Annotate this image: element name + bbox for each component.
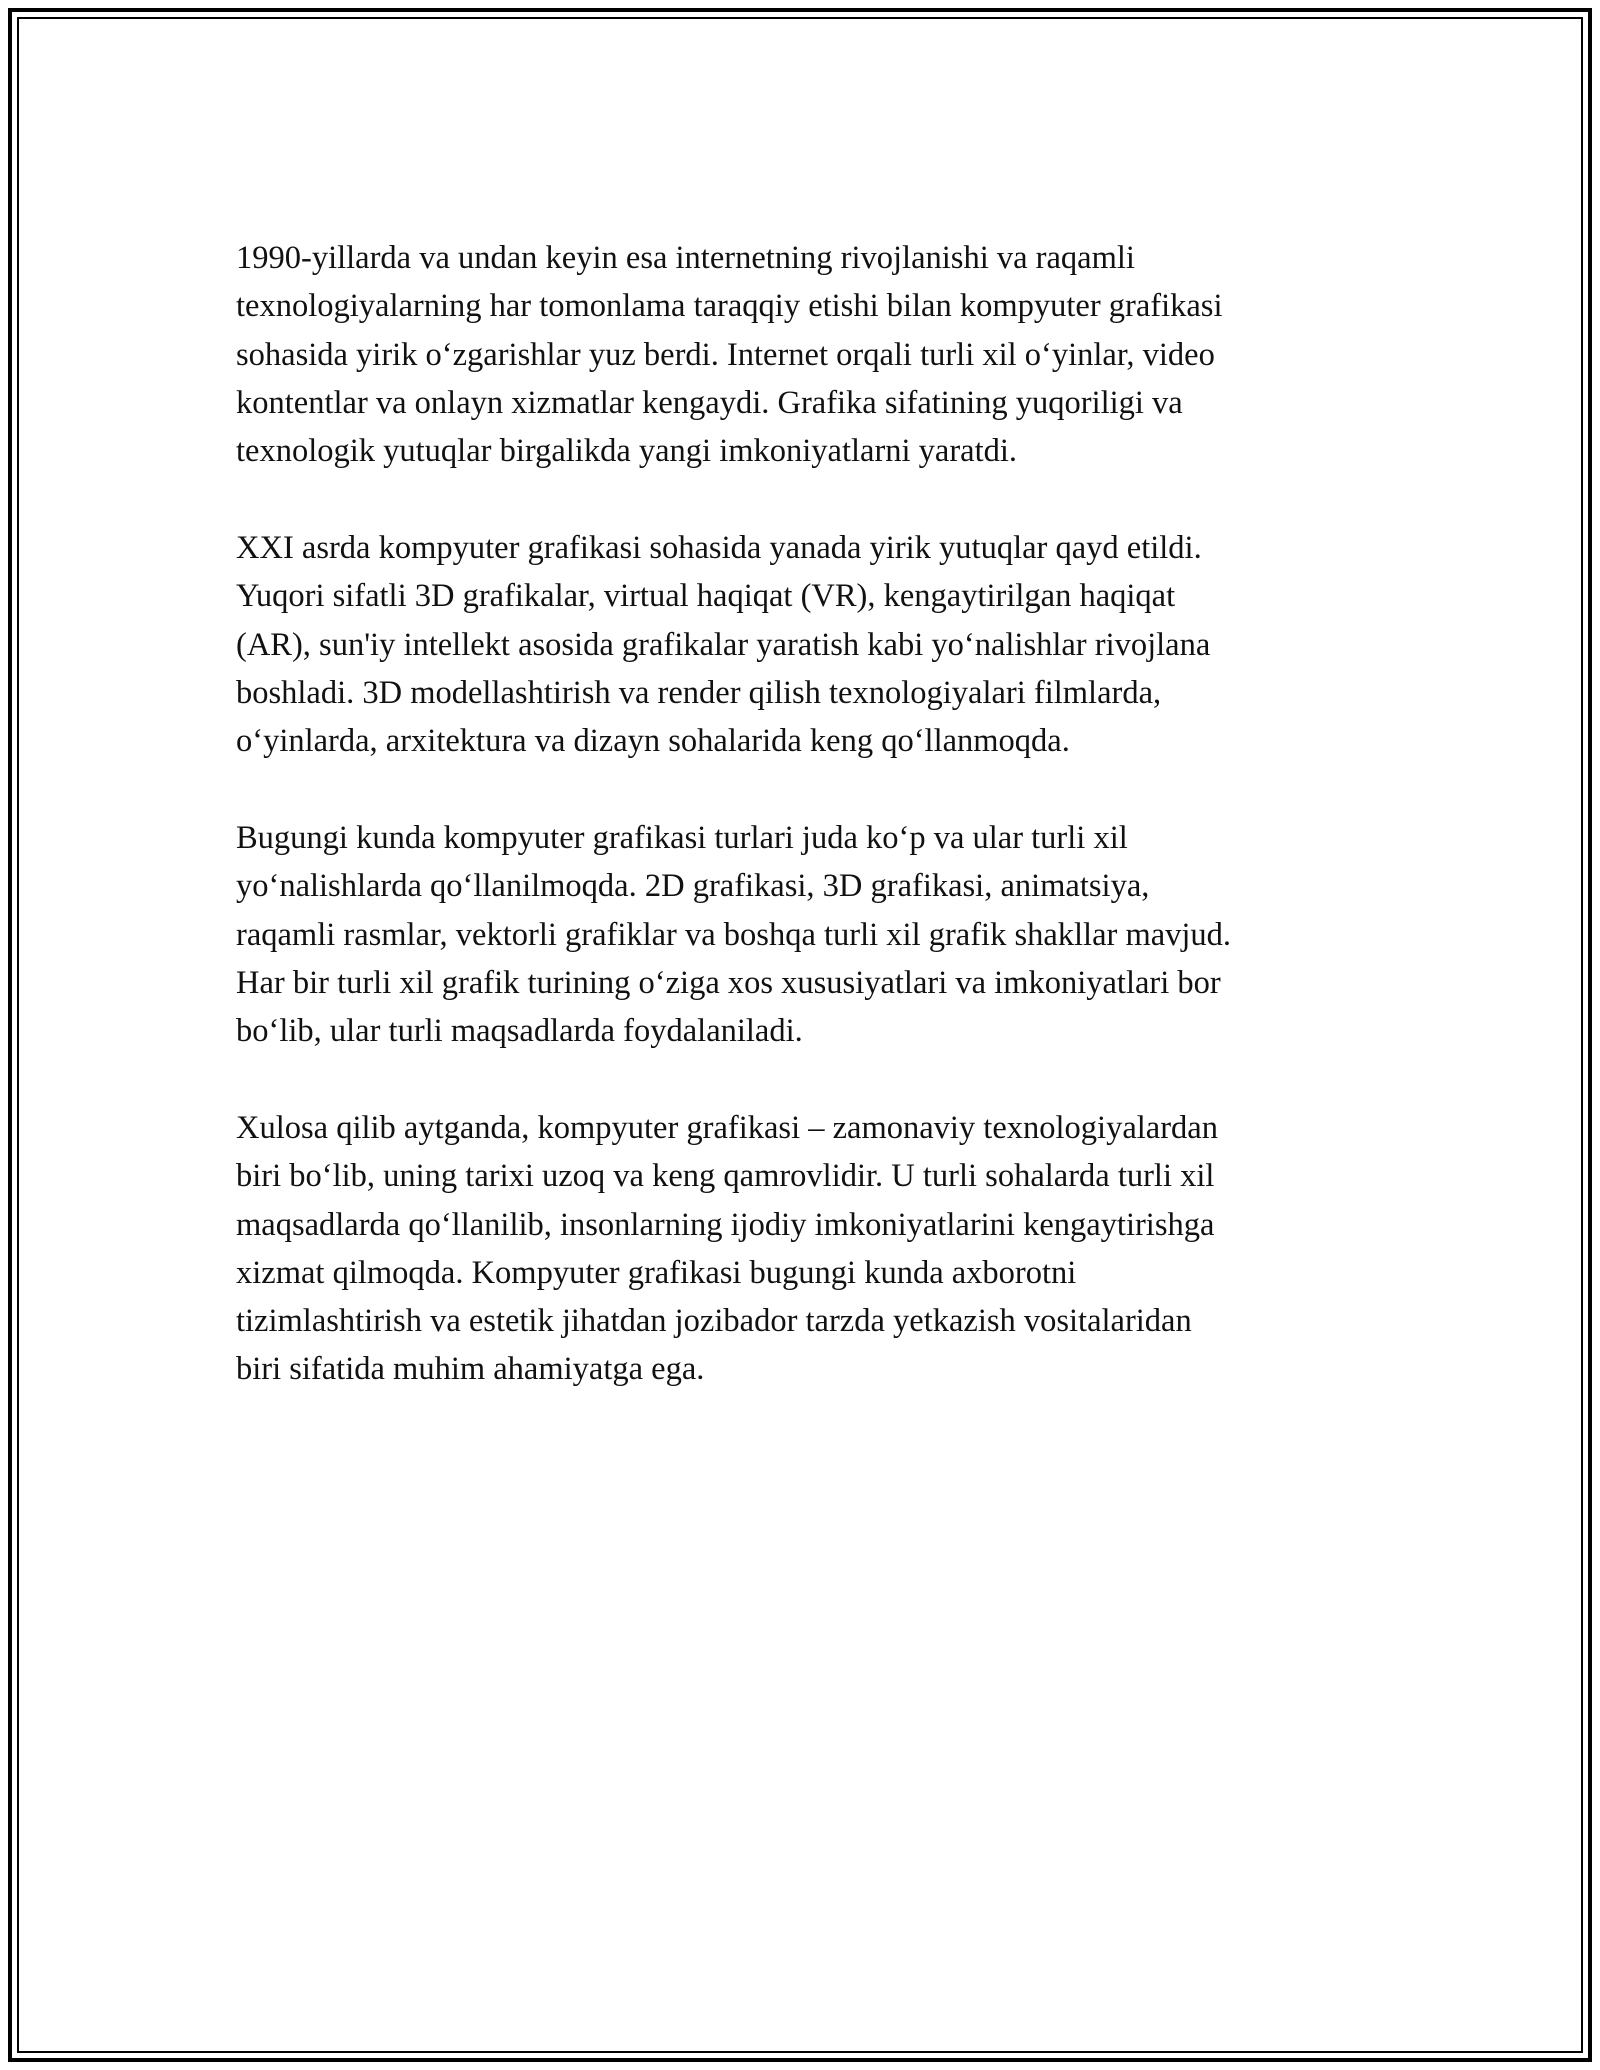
text-line: maqsadlarda qo‘llanilib, insonlarning ijodiy imkoniyatlarini kengaytirishga <box>236 1206 1215 1243</box>
text-line: Har bir turli xil grafik turining o‘ziga xos xususiyatlari va imkoniyatlari bor <box>236 964 1221 1001</box>
text-line: yo‘nalishlarda qo‘llanilmoqda. 2D grafikasi, 3D grafikasi, animatsiya, <box>236 868 1150 905</box>
text-line: XXI asrda kompyuter grafikasi sohasida yanada yirik yutuqlar qayd etildi. <box>236 529 1202 566</box>
text-line: biri bo‘lib, uning tarixi uzoq va keng qamrovlidir. U turli sohalarda turli xil <box>236 1158 1215 1195</box>
text-line: sohasida yirik o‘zgarishlar yuz berdi. Internet orqali turli xil o‘yinlar, video <box>236 336 1215 373</box>
paragraph-21st-century <box>236 524 1386 765</box>
text-line: biri sifatida muhim ahamiyatga ega. <box>236 1351 705 1388</box>
text-line: kontentlar va onlayn xizmatlar kengaydi. Grafika sifatining yuqoriligi va <box>236 384 1183 421</box>
text-line: texnologik yutuqlar birgalikda yangi imkoniyatlarni yaratdi. <box>236 433 1018 470</box>
text-line: (AR), sun'iy intellekt asosida grafikalar yaratish kabi yo‘nalishlar rivojlana <box>236 626 1211 663</box>
paragraph-graphics-types <box>236 814 1386 1055</box>
document-body <box>236 234 1386 1442</box>
text-line: texnologiyalarning har tomonlama taraqqiy etishi bilan kompyuter grafikasi <box>236 288 1223 325</box>
text-line: o‘yinlarda, arxitektura va dizayn sohalarida keng qo‘llanmoqda. <box>236 723 1070 760</box>
paragraph-internet-era <box>236 234 1386 475</box>
text-line: 1990-yillarda va undan keyin esa internetning rivojlanishi va raqamli <box>236 240 1135 276</box>
paragraph-conclusion <box>236 1104 1386 1394</box>
text-line: Xulosa qilib aytganda, kompyuter grafikasi – zamonaviy texnologiyalardan <box>236 1109 1218 1146</box>
text-line: Yuqori sifatli 3D grafikalar, virtual haqiqat (VR), kengaytirilgan haqiqat <box>236 578 1176 615</box>
text-line: tizimlashtirish va estetik jihatdan jozibador tarzda yetkazish vositalaridan <box>236 1303 1192 1340</box>
text-line: bo‘lib, ular turli maqsadlarda foydalaniladi. <box>236 1013 803 1050</box>
text-line: xizmat qilmoqda. Kompyuter grafikasi bugungi kunda axborotni <box>236 1254 1077 1291</box>
text-line: boshladi. 3D modellashtirish va render qilish texnologiyalari filmlarda, <box>236 674 1162 711</box>
text-line: raqamli rasmlar, vektorli grafiklar va boshqa turli xil grafik shakllar mavjud. <box>236 916 1232 953</box>
text-line: Bugungi kunda kompyuter grafikasi turlari juda ko‘p va ular turli xil <box>236 819 1128 856</box>
